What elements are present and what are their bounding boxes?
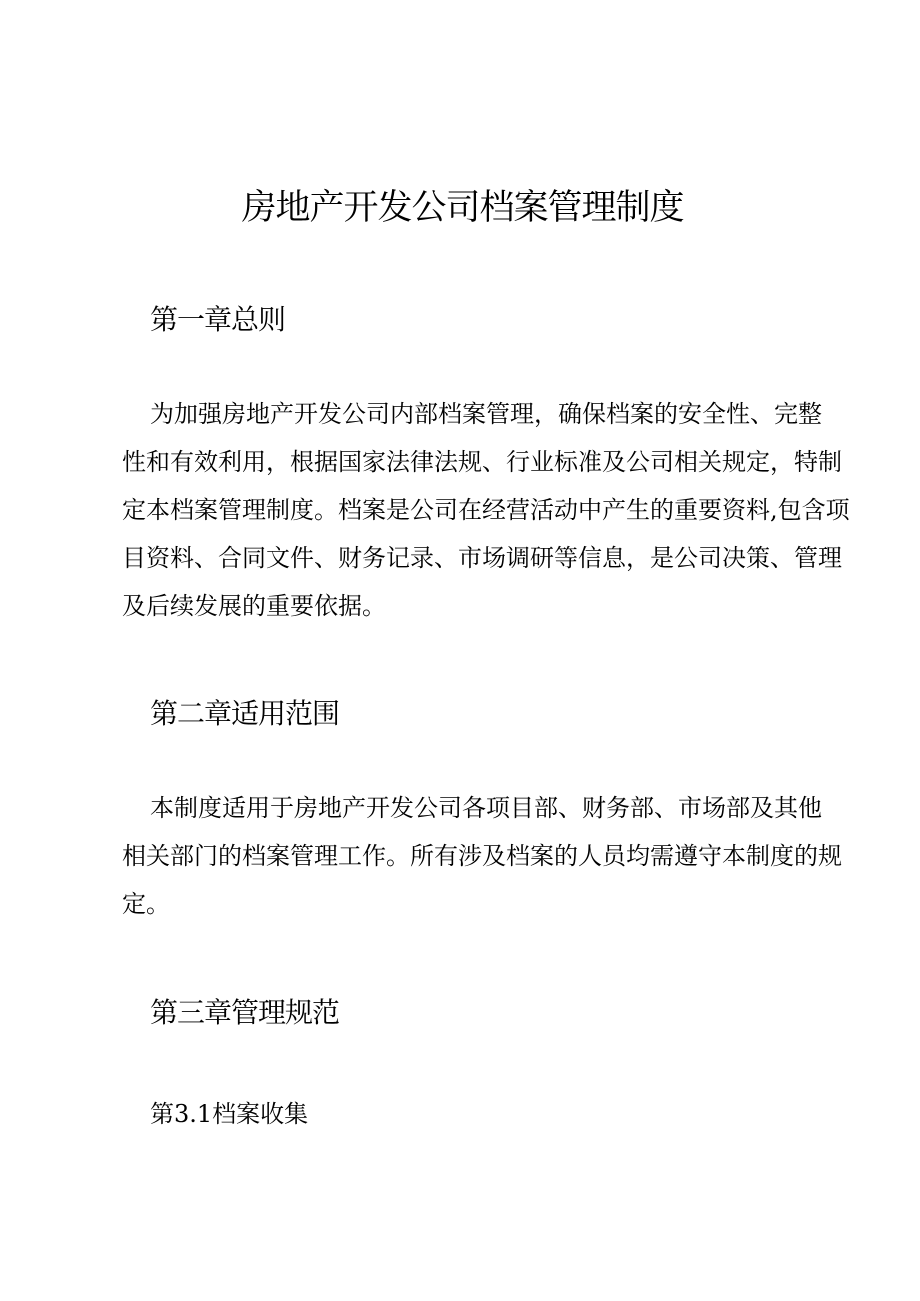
document-title: 房地产开发公司档案管理制度 <box>241 188 684 228</box>
chapter-3-heading: 第三章管理规范 <box>150 996 340 1029</box>
chapter-1-paragraph <box>122 390 850 630</box>
chapter-1-heading: 第一章总则 <box>150 303 286 336</box>
text-line: 定。 <box>122 890 170 918</box>
text-line: 目资料、合同文件、财务记录、市场调研等信息，是公司决策、管理 <box>122 544 842 572</box>
chapter-2-heading: 第二章适用范围 <box>150 697 340 730</box>
chapter-2-paragraph <box>122 784 842 928</box>
text-line: 定本档案管理制度。档案是公司在经营活动中产生的重要资料,包含项 <box>122 496 850 524</box>
text-line: 本制度适用于房地产开发公司各项目部、财务部、市场部及其他 <box>150 794 822 822</box>
text-line: 为加强房地产开发公司内部档案管理，确保档案的安全性、完整 <box>150 400 822 428</box>
section-3-1-heading: 第3.1档案收集 <box>150 1100 309 1128</box>
text-line: 性和有效利用，根据国家法律法规、行业标准及公司相关规定，特制 <box>122 448 842 476</box>
text-line: 及后续发展的重要依据。 <box>122 592 386 620</box>
text-line: 相关部门的档案管理工作。所有涉及档案的人员均需遵守本制度的规 <box>122 842 842 870</box>
